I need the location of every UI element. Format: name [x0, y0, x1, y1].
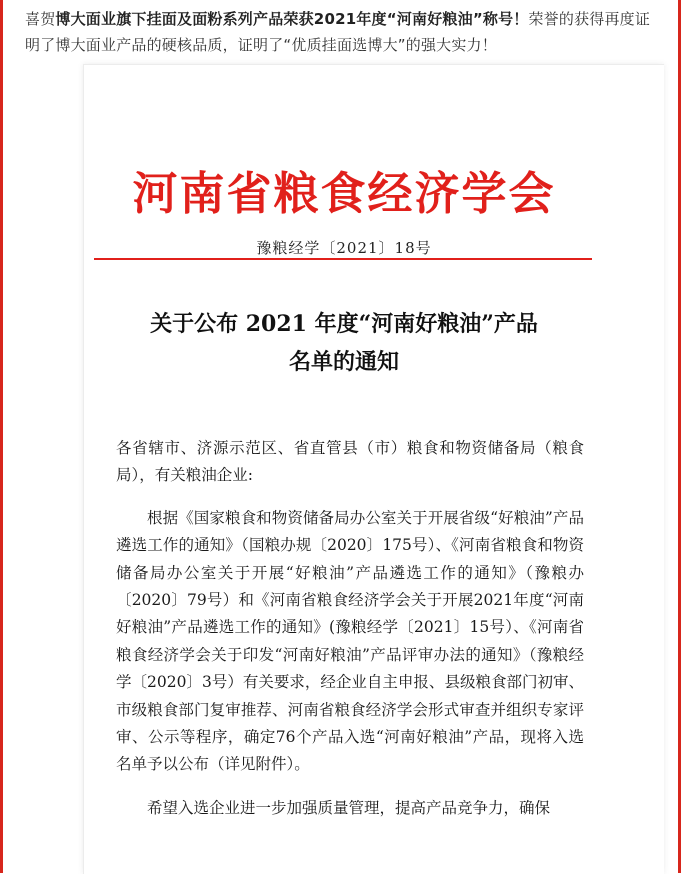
organization-letterhead: 河南省粮食经济学会 [132, 167, 556, 220]
intro-highlight: 博大面业旗下挂面及面粉系列产品荣获2021年度“河南好粮油”称号！ [55, 10, 529, 28]
article-intro [25, 6, 665, 58]
notice-title-line-2: 名单的通知 [288, 349, 399, 375]
intro-suffix: 荣誉的获得再度证明了博大面业产品的硬核品质，证明了“优质挂面选博大”的强大实力！ [25, 10, 651, 54]
notice-paragraph-1: 根据《国家粮食和物资储备局办公室关于开展省级“好粮油”产品遴选工作的通知》（国粮办规〔2020〕175号）、《河南省粮食和物资储备局办公室关于开展“好粮油”产品遴选工作的通知》（豫粮办〔2020〕79号）和《河南省粮食经济学会关于开展2021年度“河南好粮油”产品遴选工作的通知》(豫粮经学〔2021〕15号）、《河南省粮食经济学会关于印发“河南好粮油”产品评审办法的通知》（豫粮经学〔2020〕3号）有关要求，经企业自主申报、县级粮食部门初审、市级粮食部门复审推荐、河南省粮食经济学会形式审查并组织专家评审、公示等程序，确定76个产品入选“河南好粮油”产品，现将入选名单予以公布（详见附件）。 [116, 508, 584, 774]
notice-body [116, 435, 584, 838]
notice-document-image [83, 64, 664, 874]
document-number: 豫粮经学〔2021〕18号 [256, 239, 432, 257]
notice-title-line-1: 关于公布 2021 年度“河南好粮油”产品 [150, 311, 538, 337]
notice-title [84, 305, 604, 381]
intro-prefix: 喜贺 [25, 10, 56, 28]
notice-paragraph-2: 希望入选企业进一步加强质量管理，提高产品竞争力，确保 [147, 798, 551, 817]
notice-salutation: 各省辖市、济源示范区、省直管县（市）粮食和物资储备局（粮食局），有关粮油企业: [116, 439, 584, 485]
letterhead-divider [94, 258, 592, 260]
